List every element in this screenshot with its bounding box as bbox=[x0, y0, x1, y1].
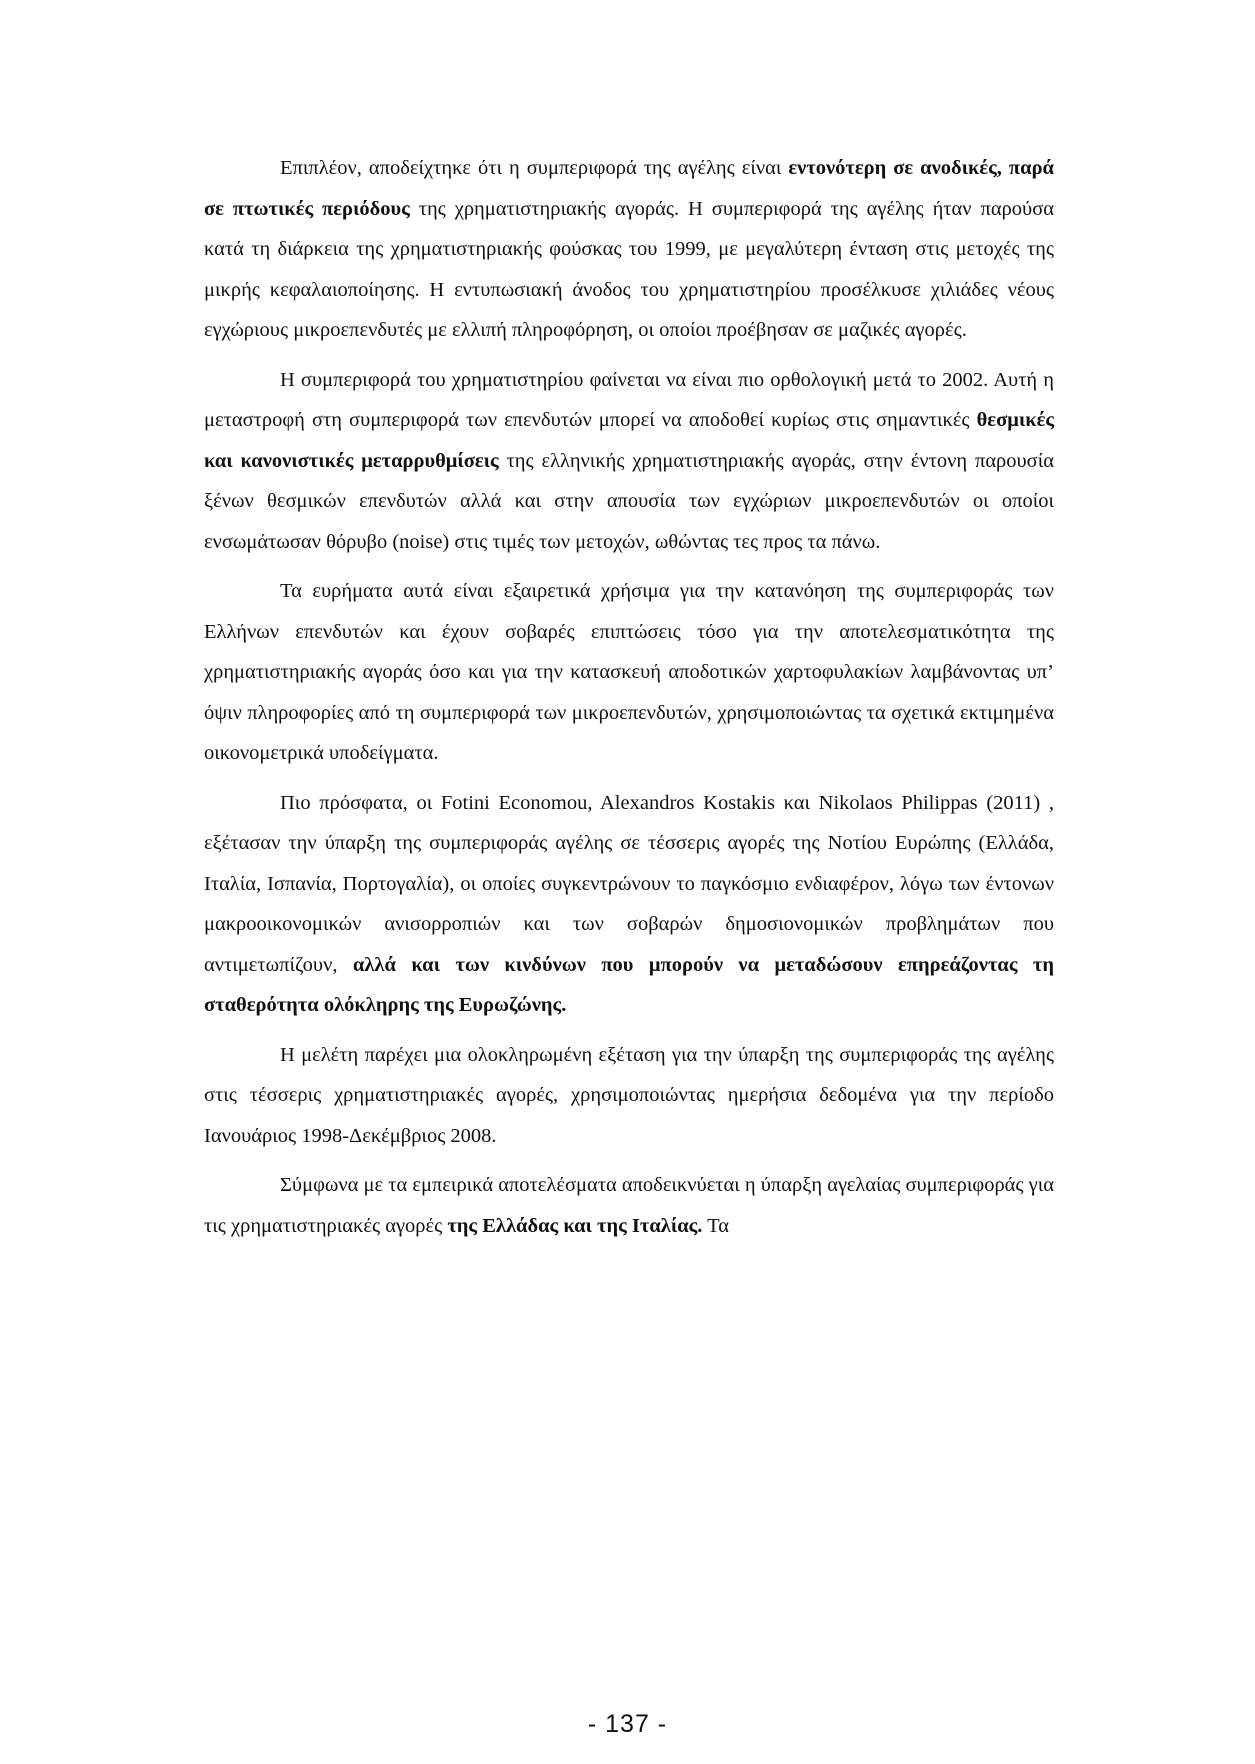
text-run-bold: αλλά και των κινδύνων που μπορούν να μεταδώσουν επηρεάζοντας τη σταθερότητα ολόκληρης της Ευρωζώνης. bbox=[204, 953, 1055, 1016]
paragraph bbox=[204, 571, 1054, 774]
text-run-bold: της Ελλάδας και της Ιταλίας. bbox=[447, 1214, 703, 1237]
text-run: Η συμπεριφορά του χρηματιστηρίου φαίνεται να είναι πιο ορθολογική μετά το 2002. Αυτή η μεταστροφή στη συμπεριφορά των επενδυτών μπορεί να αποδοθεί κυρίως στις σημαντικές bbox=[204, 368, 1054, 431]
paragraph bbox=[204, 148, 1054, 351]
text-run: Σύμφωνα με τα εμπειρικά αποτελέσματα αποδεικνύεται η ύπαρξη αγελαίας συμπεριφοράς για τις χρηματιστηριακές αγορές bbox=[204, 1174, 1054, 1237]
paragraph bbox=[204, 1035, 1054, 1157]
text-run: Πιο πρόσφατα, οι Fotini Economou, Alexandros Kostakis και Nikolaos Philippas (2011) , εξέτασαν την ύπαρξη της συμπεριφοράς αγέλης σε τέσσερις αγορές της Νοτίου Ευρώπης (Ελλάδα, Ιταλία, Ισπανία, Πορτογαλία), οι οποίες συγκεντρώνουν το παγκόσμιο ενδιαφέρον, λόγω των έντονων μακροοικονομικών ανισορροπιών και των σοβαρών δημοσιονομικών προβλημάτων που αντιμετωπίζουν, bbox=[204, 791, 1054, 976]
text-run: της χρηματιστηριακής αγοράς. Η συμπεριφορά της αγέλης ήταν παρούσα κατά τη διάρκεια της χρηματιστηριακής φούσκας του 1999, με μεγαλύτερη ένταση στις μετοχές της μικρής κεφαλαιοποίησης. Η εντυπωσιακή άνοδος του χρηματιστηρίου προσέλκυσε χιλιάδες νέους εγχώριους μικροεπενδυτές με ελλιπή πληροφόρηση, οι οποίοι προέβησαν σε μαζικές αγορές. bbox=[204, 197, 1054, 341]
text-run-bold: θεσμικές και κανονιστικές μεταρρυθμίσεις bbox=[204, 409, 1054, 472]
text-run: της ελληνικής χρηματιστηριακής αγοράς, στην έντονη παρουσία ξένων θεσμικών επενδυτών αλλά και στην απουσία των εγχώριων μικροεπενδυτών οι οποίοι ενσωμάτωσαν θόρυβο (noise) στις τιμές των μετοχών, ωθώντας τες προς τα πάνω. bbox=[204, 449, 1054, 553]
document-body bbox=[204, 148, 1054, 1246]
text-run: Τα ευρήματα αυτά είναι εξαιρετικά χρήσιμα για την κατανόηση της συμπεριφοράς των Ελλήνων επενδυτών και έχουν σοβαρές επιπτώσεις τόσο για την αποτελεσματικότητα της χρηματιστηριακής αγοράς όσο και για την κατασκευή αποδοτικών χαρτοφυλακίων λαμβάνοντας υπ’ όψιν πληροφορίες από τη συμπεριφορά των μικροεπενδυτών, χρησιμοποιώντας τα σχετικά εκτιμημένα οικονομετρικά υποδείγματα. bbox=[204, 580, 1054, 764]
paragraph bbox=[204, 783, 1054, 1026]
text-run: Η μελέτη παρέχει μια ολοκληρωμένη εξέταση για την ύπαρξη της συμπεριφοράς της αγέλης στις τέσσερις χρηματιστηριακές αγορές, χρησιμοποιώντας ημερήσια δεδομένα για την περίοδο Ιανουάριος 1998-Δεκέμβριος 2008. bbox=[204, 1043, 1054, 1147]
text-run-bold: εντονότερη σε ανοδικές, παρά σε πτωτικές περιόδους bbox=[204, 157, 1054, 220]
page-number: - 137 - bbox=[587, 1710, 668, 1738]
paragraph bbox=[204, 360, 1054, 563]
text-run: Επιπλέον, αποδείχτηκε ότι η συμπεριφορά της αγέλης είναι bbox=[280, 157, 789, 179]
text-run: Τα bbox=[702, 1214, 730, 1237]
paragraph bbox=[204, 1165, 1054, 1246]
